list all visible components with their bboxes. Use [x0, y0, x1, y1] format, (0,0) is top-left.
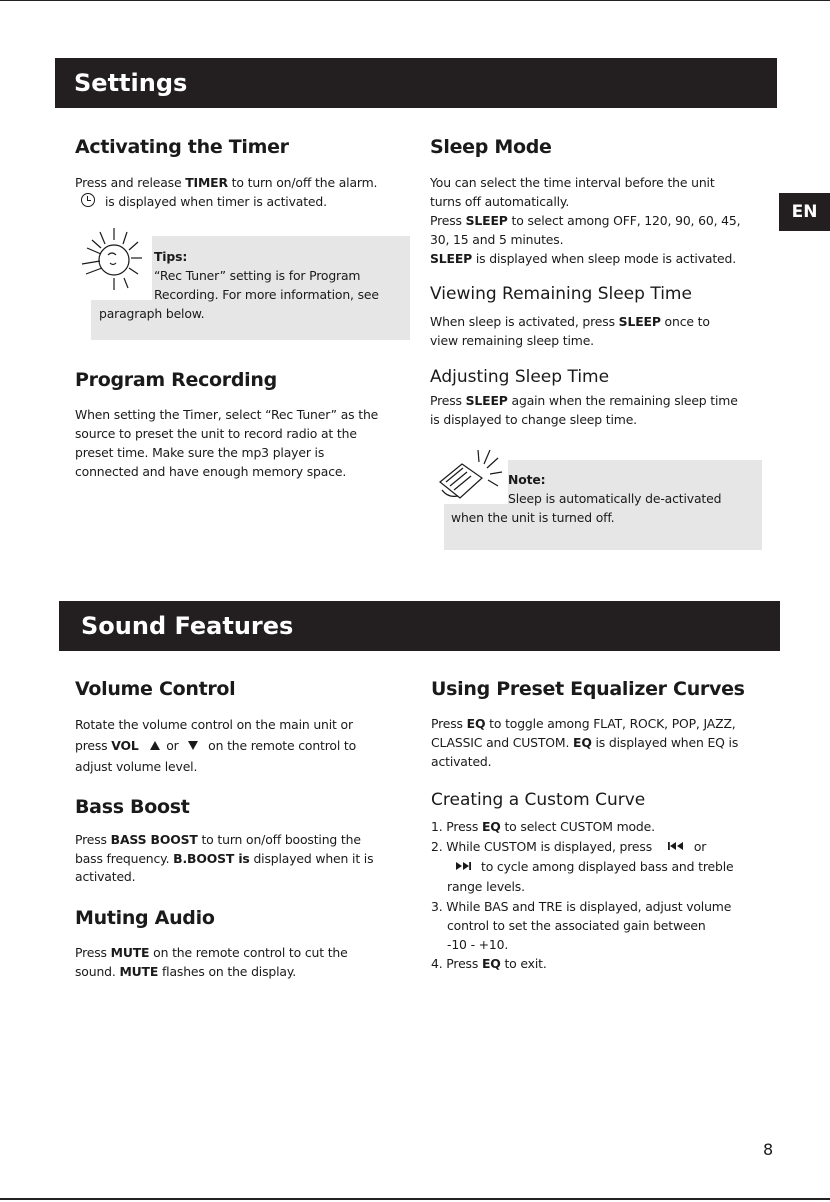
custom-step-2: 2. While CUSTOM is displayed, press or [431, 836, 733, 856]
custom-step-4: 4. Press EQ to exit. [431, 956, 547, 972]
tips-line-3: paragraph below. [99, 306, 205, 321]
note-line-2: when the unit is turned off. [451, 510, 615, 525]
note-title: Note: [508, 472, 546, 487]
tips-line-2: Recording. For more information, see [154, 287, 379, 302]
skip-back-icon [668, 836, 684, 855]
language-tab: EN [779, 193, 830, 231]
program-text: When setting the Timer, select “Rec Tuner” as the source to preset the unit to record radio at the preset time. Make sure the mp3 player is connected and have enough memory space. [75, 407, 379, 479]
tips-line-1: “Rec Tuner” setting is for Program [154, 268, 361, 283]
volume-text: Rotate the volume control on the main unit or press VOL or on the remote control to adjust volume level. [75, 717, 357, 774]
adjust-heading: Adjusting Sleep Time [430, 367, 610, 387]
mute-heading: Muting Audio [75, 907, 215, 929]
bottom-rule [0, 1198, 830, 1200]
note-line-1: Sleep is automatically de-activated [508, 491, 722, 506]
timer-text [75, 173, 377, 211]
remaining-text: When sleep is activated, press SLEEP once to view remaining sleep time. [430, 314, 710, 348]
mute-text: Press MUTE on the remote control to cut the sound. MUTE flashes on the display. [75, 945, 348, 979]
up-triangle-icon [150, 741, 160, 750]
eq-heading: Using Preset Equalizer Curves [431, 678, 745, 700]
volume-heading: Volume Control [75, 678, 236, 700]
sleep-heading: Sleep Mode [430, 136, 552, 158]
program-heading: Program Recording [75, 369, 277, 391]
tips-title: Tips: [154, 249, 188, 264]
custom-heading: Creating a Custom Curve [431, 790, 646, 810]
sound-features-title: Sound Features [81, 612, 294, 640]
timer-heading: Activating the Timer [75, 136, 289, 158]
lightbulb-icon [72, 226, 152, 300]
timer-line-2: is displayed when timer is activated. [75, 192, 377, 211]
sound-features-banner [59, 601, 780, 651]
settings-banner [55, 58, 777, 108]
custom-step-1: 1. Press EQ to select CUSTOM mode. [431, 819, 655, 834]
timer-line-1: Press and release TIMER to turn on/off the alarm. [75, 175, 378, 190]
custom-steps: 1. Press EQ to select CUSTOM mode. 2. While CUSTOM is displayed, press or to cycle among displayed bass and treble range levels. 3. While BAS and TRE is displayed, adjust volume control to set the associated gain between -10 - +10. 4. Press EQ to exit. [431, 817, 733, 974]
top-rule [0, 0, 830, 1]
remaining-heading: Viewing Remaining Sleep Time [430, 284, 692, 304]
settings-title: Settings [74, 69, 188, 97]
clock-icon [81, 193, 95, 207]
down-triangle-icon [188, 741, 198, 750]
bass-heading: Bass Boost [75, 796, 190, 818]
sleep-text: You can select the time interval before the unit turns off automatically. Press SLEEP to select among OFF, 120, 90, 60, 45, 30, 15 and 5 minutes. SLEEP is displayed when sleep mode is activated. [430, 175, 741, 266]
adjust-text: Press SLEEP again when the remaining sleep time is displayed to change sleep time. [430, 393, 738, 427]
eq-text: Press EQ to toggle among FLAT, ROCK, POP, JAZZ, CLASSIC and CUSTOM. EQ is displayed when EQ is activated. [431, 716, 739, 769]
page-number: 8 [763, 1140, 774, 1159]
skip-forward-icon [455, 856, 471, 875]
bass-text: Press BASS BOOST to turn on/off boosting the bass frequency. B.BOOST is displayed when it is activated. [75, 832, 374, 884]
note-pad-icon [432, 446, 508, 504]
